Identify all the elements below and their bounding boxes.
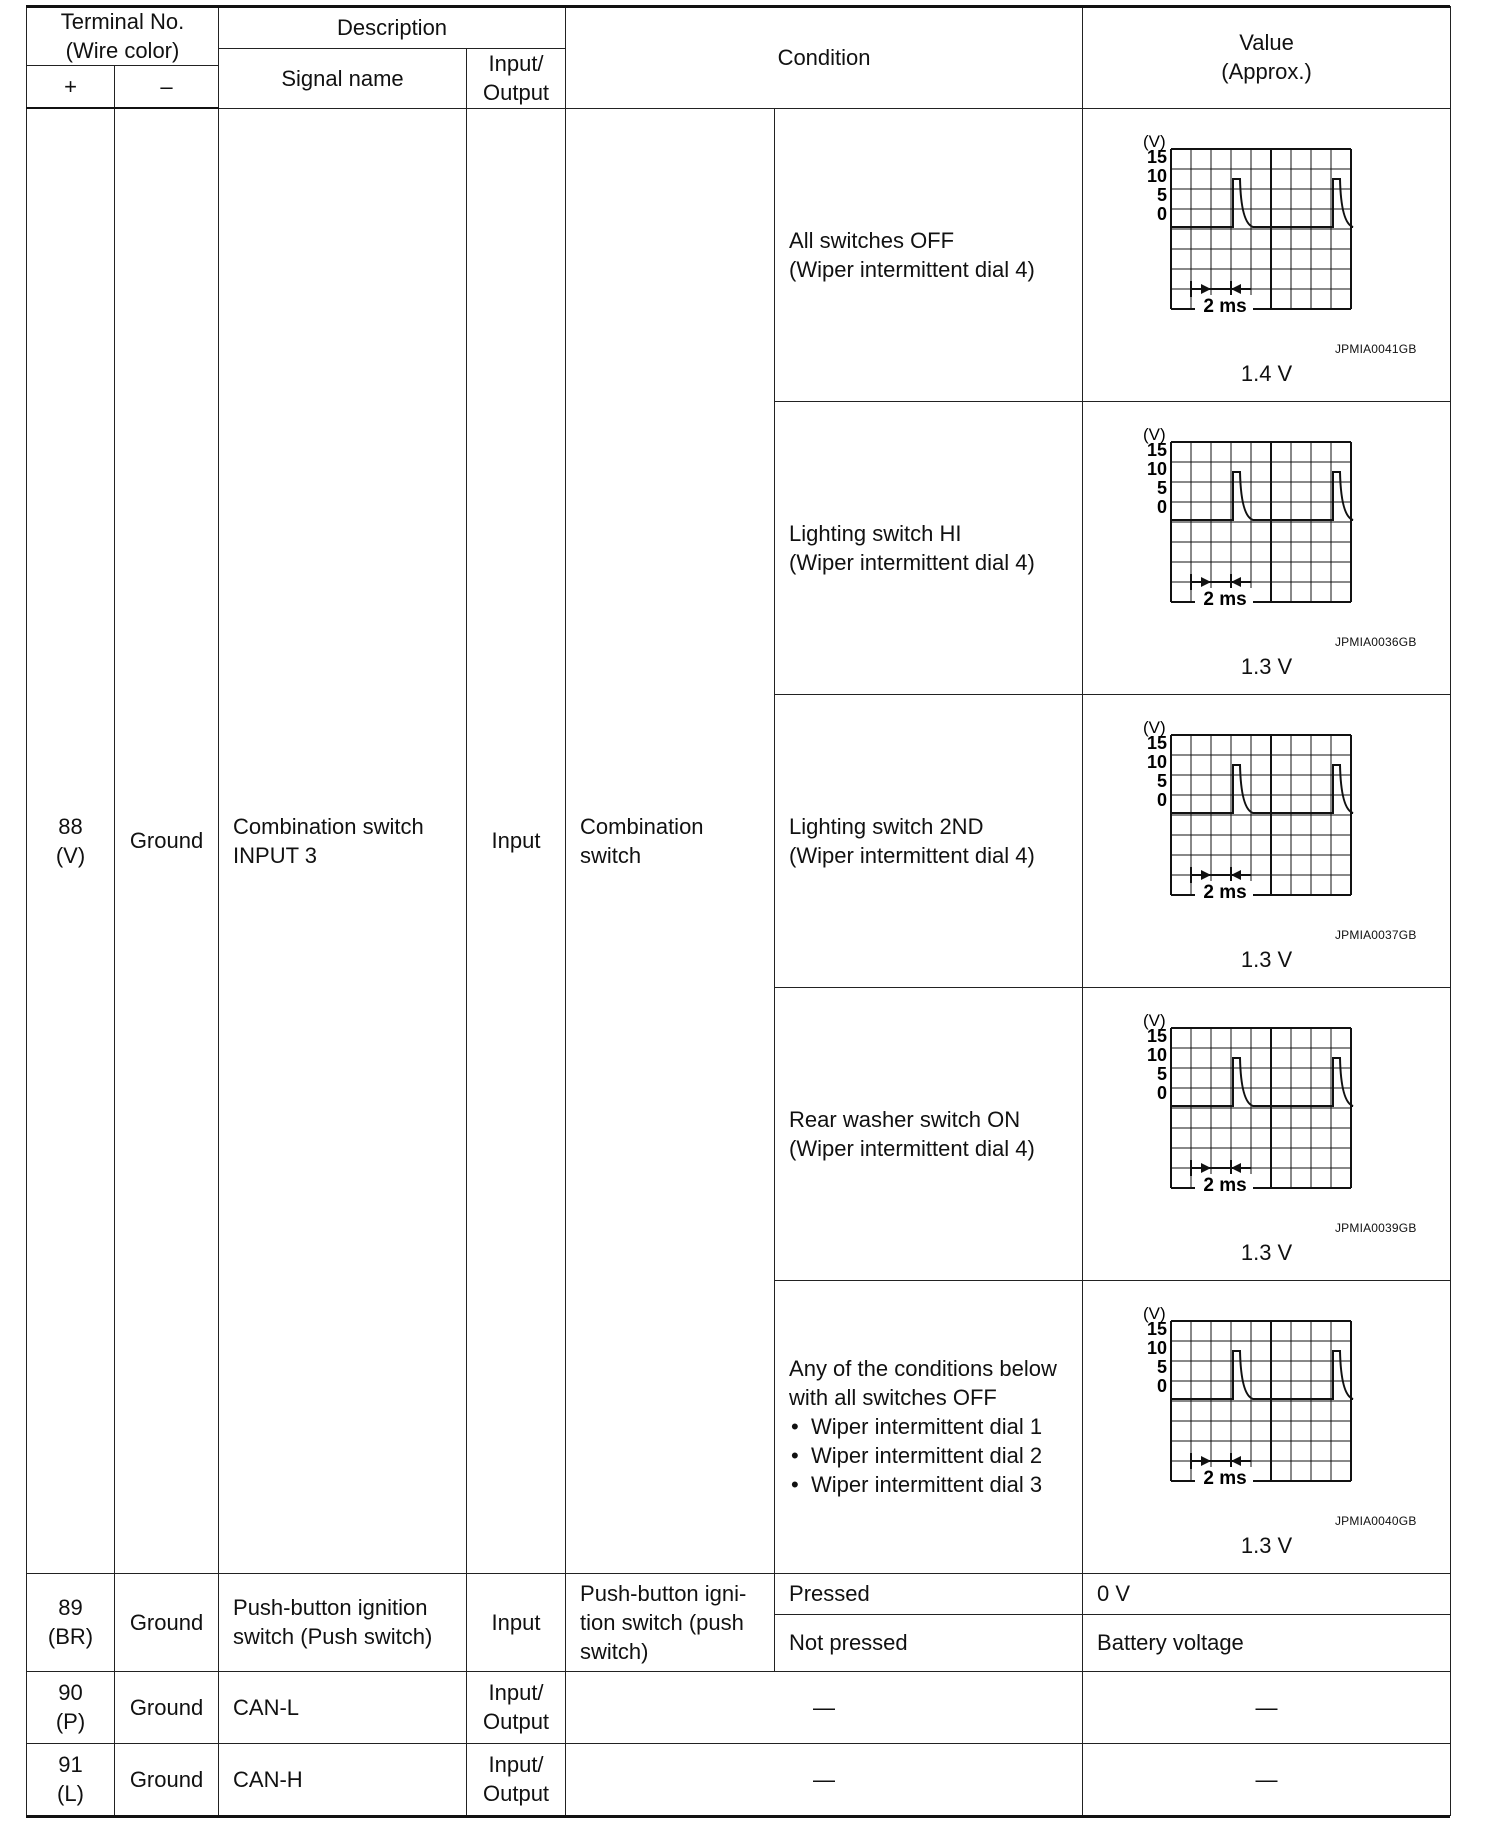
waveform-unit-label: (V): [1142, 1011, 1166, 1030]
waveform-tick-label: 5: [1156, 1064, 1167, 1084]
condition-line1: Rear washer switch ON: [789, 1106, 1021, 1132]
time-division-label: 2 ms: [1202, 296, 1247, 317]
io-line1: Input/: [488, 1752, 544, 1777]
waveform-grid: [1171, 735, 1351, 895]
table-row-89: [27, 1573, 1451, 1614]
terminal-88: [27, 108, 115, 1573]
waveform-tick-label: 10: [1146, 459, 1167, 479]
signal-line1: Push-button ignition: [233, 1595, 428, 1620]
condition-group-line2: tion switch (push: [580, 1609, 744, 1635]
waveform-trace: [1171, 472, 1353, 520]
io-line2: Output: [483, 1781, 550, 1806]
waveform-unit-label: (V): [1142, 1304, 1166, 1323]
time-division-marker: [1191, 281, 1251, 297]
waveform-figure: [1117, 1000, 1417, 1240]
time-division-marker: [1191, 867, 1251, 883]
header-wire-color-text: (Wire color): [65, 38, 180, 63]
terminal-spec-sheet: [26, 6, 1450, 1816]
value-88-1: [1083, 401, 1451, 694]
io-88: Input: [467, 108, 566, 1573]
waveform-grid: [1171, 442, 1351, 602]
waveform-tick-label: 5: [1156, 1357, 1167, 1377]
waveform-value: 1.3 V: [1240, 1240, 1293, 1265]
terminal-number: 90: [58, 1680, 83, 1705]
wire-color: (L): [57, 1781, 84, 1806]
waveform-tick-label: 10: [1146, 752, 1167, 772]
waveform-tick-label: 15: [1146, 1319, 1167, 1339]
condition-line2: (Wiper intermittent dial 4): [789, 842, 1035, 868]
list-item: • Wiper intermittent dial 3: [789, 1470, 1082, 1499]
waveform-trace: [1171, 1058, 1353, 1106]
header-condition: Condition: [566, 7, 1083, 109]
waveform-tick-label: 15: [1146, 1026, 1167, 1046]
table-row-90: [27, 1671, 1451, 1743]
condition-88-1: [775, 401, 1083, 694]
waveform-figure: [1117, 707, 1417, 947]
header-io-line2: Output: [483, 80, 550, 106]
waveform-tick-label: 10: [1146, 1045, 1167, 1065]
value-89-pressed: 0 V: [1083, 1573, 1451, 1614]
terminal-91: [27, 1743, 115, 1815]
waveform-tick-label: 5: [1156, 185, 1167, 205]
time-division-marker: [1191, 1453, 1251, 1469]
ground-90: Ground: [115, 1671, 219, 1743]
condition-group-89: [566, 1573, 775, 1671]
waveform-tick-label: 0: [1156, 204, 1167, 224]
waveform-figure: [1117, 1293, 1417, 1533]
waveform-figure: [1117, 121, 1417, 361]
figure-code: JPMIA0041GB: [1334, 342, 1417, 356]
time-division-label: 2 ms: [1202, 1175, 1247, 1196]
condition-line1: Any of the conditions below: [789, 1356, 1057, 1381]
signal-name-89: [219, 1573, 467, 1671]
waveform-tick-label: 15: [1146, 147, 1167, 167]
figure-code: JPMIA0037GB: [1334, 928, 1417, 942]
io-91: [467, 1743, 566, 1815]
terminal-89: [27, 1573, 115, 1671]
condition-89-pressed: Pressed: [775, 1573, 1083, 1614]
header-approx-text: (Approx.): [1221, 59, 1312, 85]
value-88-0: [1083, 108, 1451, 401]
waveform-value: 1.3 V: [1240, 654, 1293, 679]
header-io-line1: Input/: [488, 51, 544, 77]
figure-code: JPMIA0036GB: [1334, 635, 1417, 649]
signal-name-91: CAN-H: [219, 1743, 467, 1815]
signal-line1: Combination switch: [233, 813, 424, 839]
top-rule: [26, 5, 1450, 8]
io-line1: Input/: [488, 1680, 544, 1705]
condition-group-88: [566, 108, 775, 1573]
condition-line2: with all switches OFF: [789, 1385, 997, 1410]
condition-line2: (Wiper intermittent dial 4): [789, 256, 1035, 282]
io-89: Input: [467, 1573, 566, 1671]
terminal-table: [26, 6, 1451, 1816]
wire-color: (BR): [47, 1624, 94, 1649]
value-88-3: [1083, 987, 1451, 1280]
waveform-tick-label: 0: [1156, 1376, 1167, 1396]
condition-bullet-list: [789, 1412, 1082, 1499]
wire-color: (P): [55, 1709, 86, 1734]
waveform-graph: [1117, 707, 1417, 919]
header-terminal-no: [27, 7, 219, 66]
bottom-rule: [26, 1815, 1450, 1818]
terminal-number: 89: [58, 1595, 83, 1620]
header-value: [1083, 7, 1451, 109]
time-division-label: 2 ms: [1202, 589, 1247, 610]
time-division-label: 2 ms: [1202, 882, 1247, 903]
waveform-graph: [1117, 1000, 1417, 1212]
header-terminal-no-text: Terminal No.: [60, 9, 185, 34]
time-division-label: 2 ms: [1202, 1468, 1247, 1489]
waveform-trace: [1171, 765, 1353, 813]
table-row-88: [27, 108, 1451, 401]
list-item: • Wiper intermittent dial 2: [789, 1441, 1082, 1470]
condition-line1: Lighting switch 2ND: [789, 813, 984, 839]
waveform-tick-label: 10: [1146, 166, 1167, 186]
header-minus: –: [115, 66, 219, 109]
waveform-trace: [1171, 1351, 1353, 1399]
list-item: • Wiper intermittent dial 1: [789, 1412, 1082, 1441]
waveform-tick-label: 0: [1156, 1083, 1167, 1103]
waveform-value: 1.3 V: [1240, 947, 1293, 972]
table-row-91: [27, 1743, 1451, 1815]
value-91: —: [1083, 1743, 1451, 1815]
ground-89: Ground: [115, 1573, 219, 1671]
condition-group-line2: switch: [580, 842, 642, 868]
signal-line2: INPUT 3: [233, 842, 317, 868]
waveform-grid: [1171, 1321, 1351, 1481]
ground-91: Ground: [115, 1743, 219, 1815]
waveform-tick-label: 0: [1156, 497, 1167, 517]
waveform-value: 1.4 V: [1240, 361, 1293, 386]
figure-code: JPMIA0040GB: [1334, 1514, 1417, 1528]
terminal-number: 88: [58, 813, 83, 839]
waveform-grid: [1171, 1028, 1351, 1188]
terminal-number: 91: [58, 1752, 83, 1777]
value-89-not-pressed: Battery voltage: [1083, 1614, 1451, 1671]
waveform-value: 1.3 V: [1240, 1533, 1293, 1558]
figure-code: JPMIA0039GB: [1334, 1221, 1417, 1235]
header-input-output: [467, 49, 566, 109]
ground-88: Ground: [115, 108, 219, 1573]
waveform-graph: [1117, 414, 1417, 626]
condition-line2: (Wiper intermittent dial 4): [789, 1135, 1035, 1161]
waveform-tick-label: 0: [1156, 790, 1167, 810]
condition-88-2: [775, 694, 1083, 987]
condition-group-line3: switch): [580, 1638, 649, 1664]
waveform-tick-label: 15: [1146, 733, 1167, 753]
signal-name-90: CAN-L: [219, 1671, 467, 1743]
header-signal-name: Signal name: [219, 49, 467, 109]
waveform-graph: [1117, 121, 1417, 333]
wire-color: (V): [55, 842, 86, 868]
header-plus: +: [27, 66, 115, 109]
header-description: Description: [219, 7, 566, 49]
terminal-90: [27, 1671, 115, 1743]
time-division-marker: [1191, 1160, 1251, 1176]
condition-88-0: [775, 108, 1083, 401]
condition-90: —: [566, 1671, 1083, 1743]
io-line2: Output: [483, 1709, 550, 1734]
waveform-graph: [1117, 1293, 1417, 1505]
waveform-tick-label: 5: [1156, 478, 1167, 498]
condition-group-line1: Combination: [580, 813, 704, 839]
waveform-unit-label: (V): [1142, 718, 1166, 737]
waveform-unit-label: (V): [1142, 132, 1166, 151]
condition-88-3: [775, 987, 1083, 1280]
time-division-marker: [1191, 574, 1251, 590]
value-90: —: [1083, 1671, 1451, 1743]
condition-89-not-pressed: Not pressed: [775, 1614, 1083, 1671]
waveform-unit-label: (V): [1142, 425, 1166, 444]
waveform-tick-label: 15: [1146, 440, 1167, 460]
waveform-grid: [1171, 149, 1351, 309]
condition-91: —: [566, 1743, 1083, 1815]
condition-group-line1: Push-button igni-: [580, 1580, 747, 1606]
waveform-trace: [1171, 179, 1353, 227]
waveform-figure: [1117, 414, 1417, 654]
waveform-tick-label: 10: [1146, 1338, 1167, 1358]
signal-name-88: [219, 108, 467, 1573]
header-value-text: Value: [1239, 30, 1294, 56]
io-90: [467, 1671, 566, 1743]
value-88-2: [1083, 694, 1451, 987]
value-88-4: [1083, 1280, 1451, 1573]
waveform-tick-label: 5: [1156, 771, 1167, 791]
condition-88-4: [775, 1280, 1083, 1573]
signal-line2: switch (Push switch): [233, 1624, 433, 1649]
condition-line1: All switches OFF: [789, 227, 955, 253]
condition-line1: Lighting switch HI: [789, 520, 962, 546]
condition-line2: (Wiper intermittent dial 4): [789, 549, 1035, 575]
